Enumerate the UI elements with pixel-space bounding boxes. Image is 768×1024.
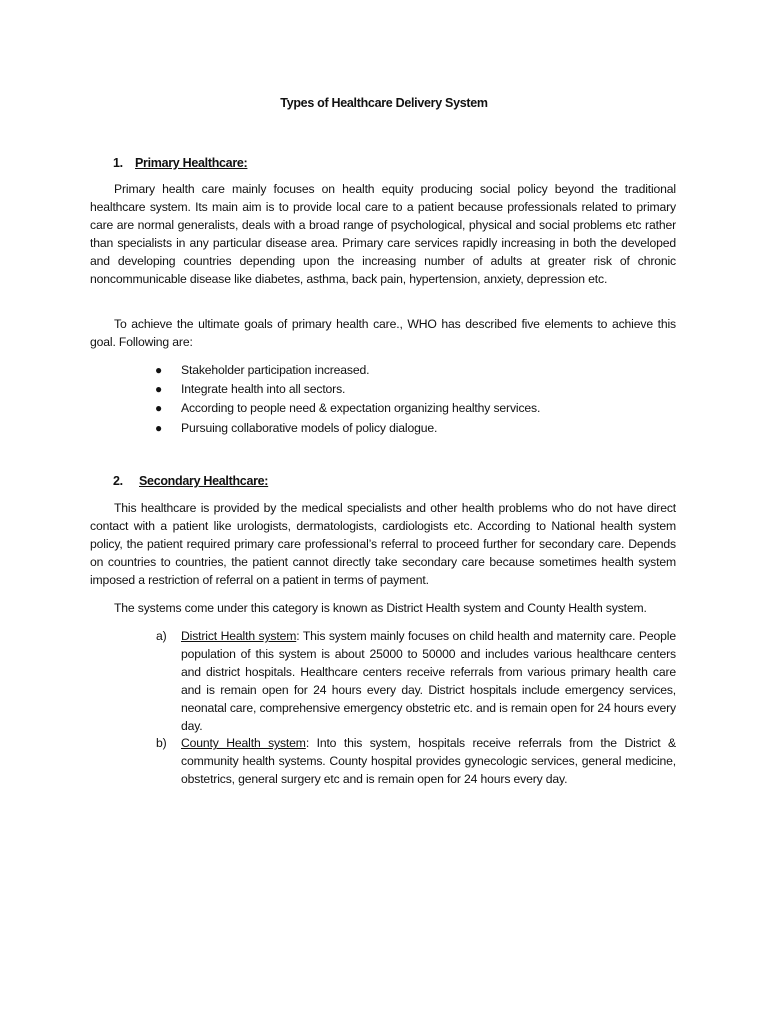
list-item-text: Stakeholder participation increased. [181,363,370,377]
primary-paragraph-1: Primary health care mainly focuses on health equity producing social policy beyond the traditional healthcare system. Its main aim is to provide local care to a patient because professionals related to primary care are normal generalists, deals with a broad range of psychological, physical and social problems etc rather than specialists in any particular disease area. Primary care services rapidly increasing in both the developed and developing countries depending upon the increasing number of adults at greater risk of chronic noncommunicable disease like diabetes, asthma, back pain, hypertension, anxiety, depression etc. [90,182,676,286]
list-item-term: County Health system [181,736,306,751]
list-item-text: : This system mainly focuses on child health and maternity care. People population of this system is about 25000 to 50000 and includes various healthcare centers and district hospitals. Healthcare centers receive referrals from various primary health care and is remain open for 24 hours every day. District hospitals include emergency services, neonatal care, comprehensive emergency obstetric etc. and is remain open for 24 hours every day. [181,629,676,733]
list-item [152,380,540,399]
bullet-dot-icon: ● [155,420,163,435]
list-item [152,361,540,380]
section-heading-text: Secondary Healthcare: [139,474,269,488]
list-item-text: Integrate health into all sectors. [181,382,346,397]
section-number: 2. [113,474,123,488]
list-item [156,735,676,789]
secondary-paragraph-1: This healthcare is provided by the medical specialists and other health problems who do not have direct contact with a patient like urologists, dermatologists, cardiologists etc. According to National health system policy, the patient required primary care professional’s referral to proceed further for secondary care. Depends on countries to countries, the patient cannot directly take secondary care because sometimes health system imposed a restriction of referral on a patient in terms of payment. [90,501,676,587]
secondary-paragraph-2: The systems come under this category is known as District Health system and County Health system. [114,601,647,615]
list-marker: a) [156,629,167,643]
document-title: Types of Healthcare Delivery System [280,96,488,110]
list-item-term: District Health system [181,629,297,643]
list-marker: b) [156,736,167,751]
section-heading-text: Primary Healthcare: [135,156,248,170]
list-item-text: Pursuing collaborative models of policy dialogue. [181,420,438,435]
section-number: 1. [113,156,123,170]
list-item-text: According to people need & expectation organizing healthy services. [181,401,541,416]
section-heading-secondary [113,473,268,491]
list-item [156,628,676,735]
list-item [152,419,540,438]
section-heading-primary [113,155,247,173]
bullet-dot-icon: ● [155,363,163,377]
secondary-systems-list [156,628,676,789]
primary-elements-list [152,361,540,438]
bullet-dot-icon: ● [155,382,163,397]
list-item [152,399,540,418]
bullet-dot-icon: ● [155,401,163,416]
list-item-text: : Into this system, hospitals receive referrals from the District & community health systems. County hospital provides gynecologic services, general medicine, obstetrics, general surgery etc and is remain open for 24 hours every day. [181,736,676,787]
primary-paragraph-2: To achieve the ultimate goals of primary health care., WHO has described five elements to achieve this goal. Following are: [90,317,676,349]
